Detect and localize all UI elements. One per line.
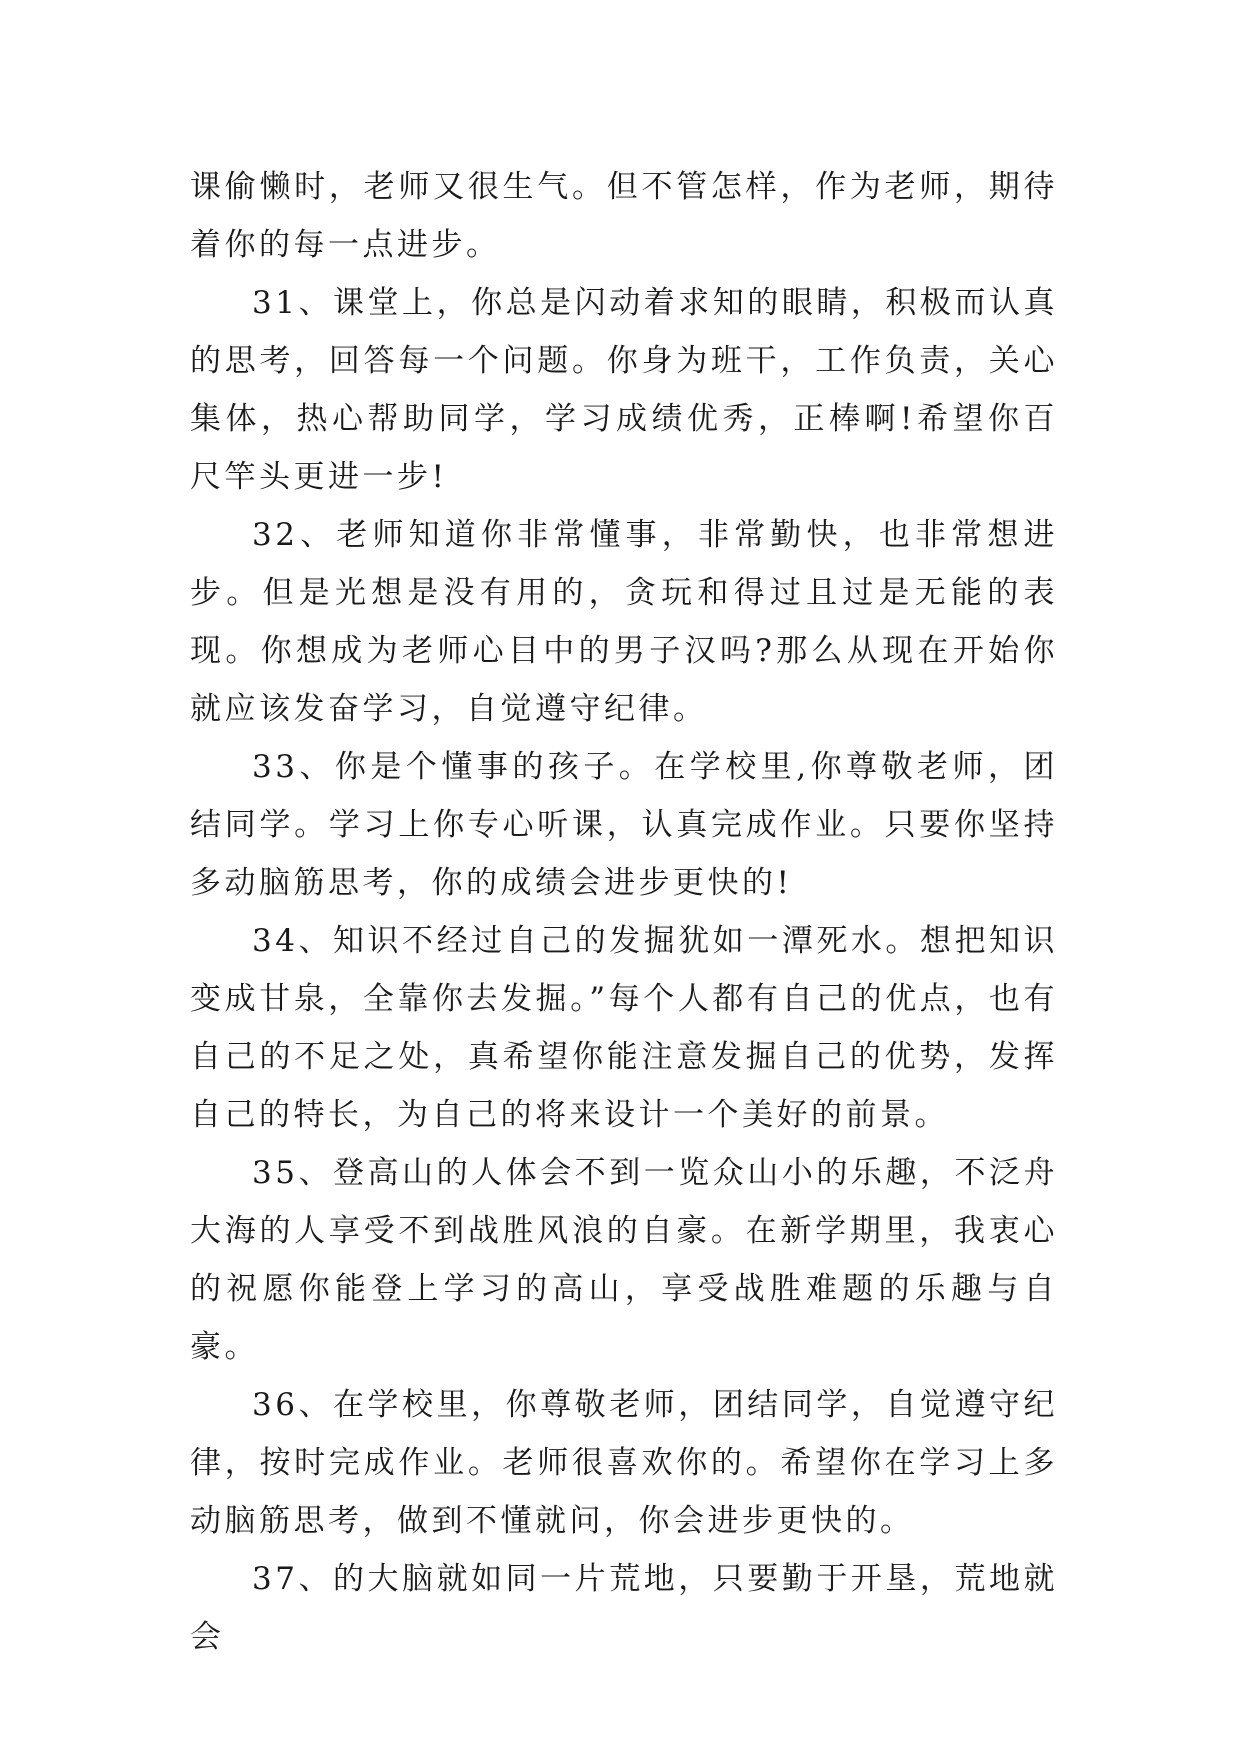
paragraph-33: 33、你是个懂事的孩子。在学校里,你尊敬老师，团结同学。学习上你专心听课，认真完成作业。只要你坚持多动脑筋思考，你的成绩会进步更快的! — [190, 749, 1058, 901]
paragraph-31: 31、课堂上，你总是闪动着求知的眼睛，积极而认真的思考，回答每一个问题。你身为班干，工作负责，关心集体，热心帮助同学，学习成绩优秀，正棒啊!希望你百尺竿头更进一步! — [190, 285, 1058, 495]
paragraph-36: 36、在学校里，你尊敬老师，团结同学，自觉遵守纪律，按时完成作业。老师很喜欢你的。希望你在学习上多动脑筋思考，做到不懂就问，你会进步更快的。 — [190, 1387, 1058, 1539]
paragraph-continuation: 课偷懒时，老师又很生气。但不管怎样，作为老师，期待着你的每一点进步。 — [190, 169, 1058, 263]
paragraph-37: 37、的大脑就如同一片荒地，只要勤于开垦，荒地就会 — [190, 1561, 1058, 1655]
paragraph-34: 34、知识不经过自己的发掘犹如一潭死水。想把知识变成甘泉，全靠你去发掘。”每个人都有自己的优点，也有自己的不足之处，真希望你能注意发掘自己的优势，发挥自己的特长，为自己的将来设计一个美好的前景。 — [190, 923, 1058, 1133]
paragraph-35: 35、登高山的人体会不到一览众山小的乐趣，不泛舟大海的人享受不到战胜风浪的自豪。在新学期里，我衷心的祝愿你能登上学习的高山，享受战胜难题的乐趣与自豪。 — [190, 1155, 1058, 1365]
paragraph-32: 32、老师知道你非常懂事，非常勤快，也非常想进步。但是光想是没有用的，贪玩和得过且过是无能的表现。你想成为老师心目中的男子汉吗?那么从现在开始你就应该发奋学习，自觉遵守纪律。 — [190, 517, 1058, 727]
document-page — [190, 158, 1058, 1666]
